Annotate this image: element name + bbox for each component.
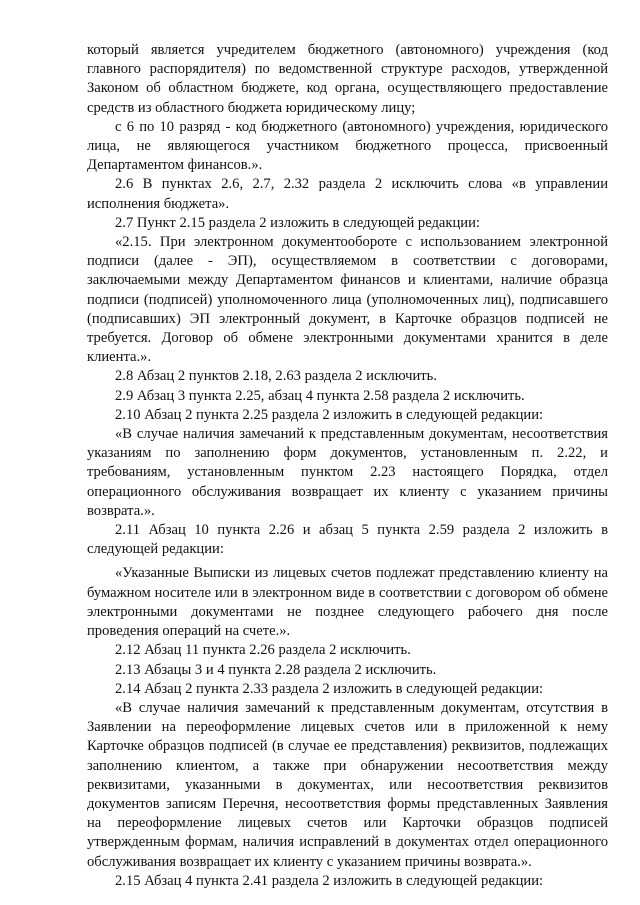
paragraph-item-2-7: 2.7 Пункт 2.15 раздела 2 изложить в следующей редакции: [115,214,480,231]
paragraph-item-2-12: 2.12 Абзац 11 пункта 2.26 раздела 2 исключить. [115,642,411,659]
document-page [87,41,608,891]
paragraph-item-2-11: 2.11 Абзац 10 пункта 2.26 и абзац 5 пункта 2.59 раздела 2 изложить в следующей редакции: [87,522,608,558]
paragraph-digits-6-10: с 6 по 10 разряд - код бюджетного (автономного) учреждения, юридического лица, не являющегося участником бюджетного процесса, присвоенный Департаментом финансов.». [87,118,608,174]
paragraph-item-2-10: 2.10 Абзац 2 пункта 2.25 раздела 2 изложить в следующей редакции: [115,406,544,423]
paragraph-quote-2-25: «В случае наличия замечаний к представленным документам, несоответствия указаниям по заполнению форм документов, установленным п. 2.22, и требованиям, установленным пунктом 2.23 настоящего Порядка, отдел операционного обслуживания возвращает их клиенту с указанием причины возврата.». [87,426,608,519]
paragraph-item-2-13: 2.13 Абзацы 3 и 4 пункта 2.28 раздела 2 исключить. [115,661,437,678]
paragraph-item-2-15: 2.15 Абзац 4 пункта 2.41 раздела 2 изложить в следующей редакции: [115,872,544,889]
paragraph-founder-code: который является учредителем бюджетного (автономного) учреждения (код главного распорядителя) по ведомственной структуре расходов, утвержденной Законом об областном бюджете, код органа, осуществляющего предоставление средств из областного бюджета юридическому лицу; [87,42,608,116]
paragraph-quote-statements: «Указанные Выписки из лицевых счетов подлежат представлению клиенту на бумажном носителе или в электронном виде в соответствии с договором об обмене электронными документами не позднее следующего рабочего дня после проведения операций на счете.». [87,565,608,640]
paragraph-item-2-6: 2.6 В пунктах 2.6, 2.7, 2.32 раздела 2 исключить слова «в управлении исполнения бюджета». [87,176,608,212]
paragraph-item-2-9: 2.9 Абзац 3 пункта 2.25, абзац 4 пункта 2.58 раздела 2 исключить. [115,387,525,404]
paragraph-quote-2-33: «В случае наличия замечаний к представленным документам, отсутствия в Заявлении на переоформление лицевых счетов или в приложенной к нему Карточке образцов подписей (в случае ее представления) реквизитов, подлежащих заполнению клиентом, а также при обнаружении несоответствия между реквизитами, указанными в документах, или несоответствия реквизитов документов записям Перечня, несоответствия формы представленных Заявления на переоформление лицевых счетов или Карточки образцов подписей утвержденным формам, наличия исправлений в документах отдел операционного обслуживания возвращает их клиенту с указанием причины возврата.». [87,699,608,870]
paragraph-quote-2-15: «2.15. При электронном документообороте с использованием электронной подписи (далее - ЭП), осуществляемом в соответствии с договорами, заключаемыми между Департаментом финансов и клиентами, наличие образца подписи (подписей) уполномоченного лица (уполномоченных лиц), подписавшего (подписавших) ЭП электронный документ, в Карточке образцов подписей не требуется. Договор об обмене электронными документами хранится в деле клиента.». [87,234,608,366]
paragraph-item-2-14: 2.14 Абзац 2 пункта 2.33 раздела 2 изложить в следующей редакции: [115,680,544,697]
paragraph-item-2-8: 2.8 Абзац 2 пунктов 2.18, 2.63 раздела 2 исключить. [115,368,437,385]
